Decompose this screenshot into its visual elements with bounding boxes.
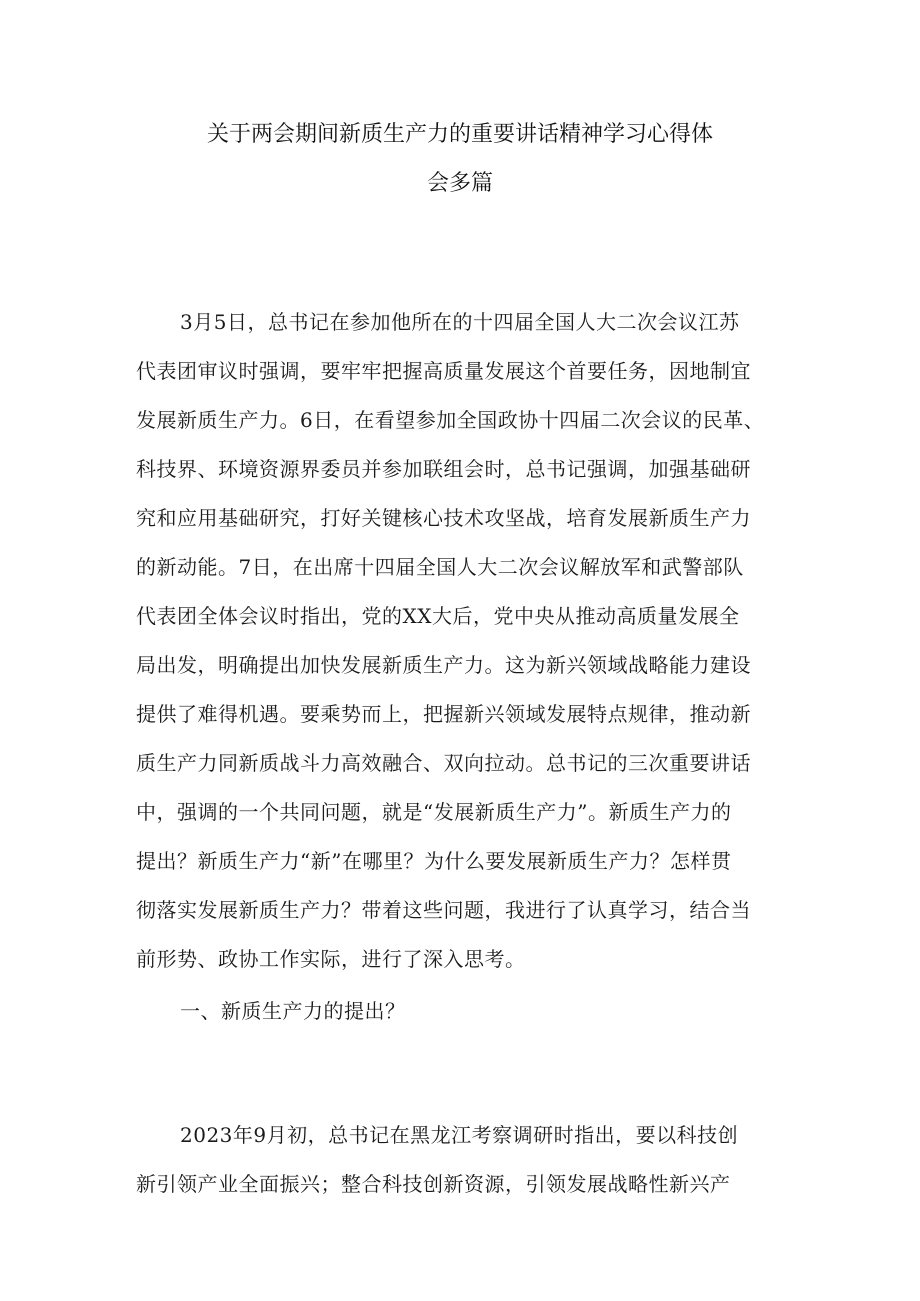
paragraph-line: 提供了难得机遇。要乘势而上，把握新兴领域发展特点规律，推动新 bbox=[136, 702, 751, 726]
section-1-paragraph bbox=[136, 1111, 786, 1209]
section-heading-1: 一、新质生产力的提出？ bbox=[180, 999, 406, 1023]
paragraph-line: 科技界、环境资源界委员并参加联组会时，总书记强调，加强基础研 bbox=[136, 457, 751, 481]
paragraph-line: 2023年9月初，总书记在黑龙江考察调研时指出，要以科技创 bbox=[180, 1123, 739, 1147]
paragraph-line: 提出？新质生产力“新”在哪里？为什么要发展新质生产力？怎样贯 bbox=[136, 849, 732, 873]
document-title-line-1: 关于两会期间新质生产力的重要讲话精神学习心得体 bbox=[206, 122, 713, 147]
document-title-line-2: 会多篇 bbox=[426, 171, 493, 196]
paragraph-line: 局出发，明确提出加快发展新质生产力。这为新兴领域战略能力建设 bbox=[136, 653, 751, 677]
paragraph-line: 新引领产业全面振兴；整合科技创新资源，引领发展战略性新兴产 bbox=[136, 1172, 731, 1196]
paragraph-line: 究和应用基础研究，打好关键核心技术攻坚战，培育发展新质生产力 bbox=[136, 506, 751, 530]
paragraph-line: 发展新质生产力。6日，在看望参加全国政协十四届二次会议的民革、 bbox=[136, 408, 765, 432]
paragraph-line: 中，强调的一个共同问题，就是“发展新质生产力”。新质生产力的 bbox=[136, 800, 732, 824]
paragraph-line: 彻落实发展新质生产力？带着这些问题，我进行了认真学习，结合当 bbox=[136, 898, 751, 922]
paragraph-line: 代表团审议时强调，要牢牢把握高质量发展这个首要任务，因地制宜 bbox=[136, 359, 751, 383]
paragraph-line: 前形势、政协工作实际，进行了深入思考。 bbox=[136, 947, 526, 971]
paragraph-line: 3月5日，总书记在参加他所在的十四届全国人大二次会议江苏 bbox=[180, 310, 740, 334]
paragraph-line: 代表团全体会议时指出，党的XX大后，党中央从推动高质量发展全 bbox=[136, 604, 740, 628]
paragraph-line: 质生产力同新质战斗力高效融合、双向拉动。总书记的三次重要讲话 bbox=[136, 751, 751, 775]
paragraph-line: 的新动能。7日，在出席十四届全国人大二次会议解放军和武警部队 bbox=[136, 555, 744, 579]
intro-paragraph bbox=[136, 298, 786, 984]
